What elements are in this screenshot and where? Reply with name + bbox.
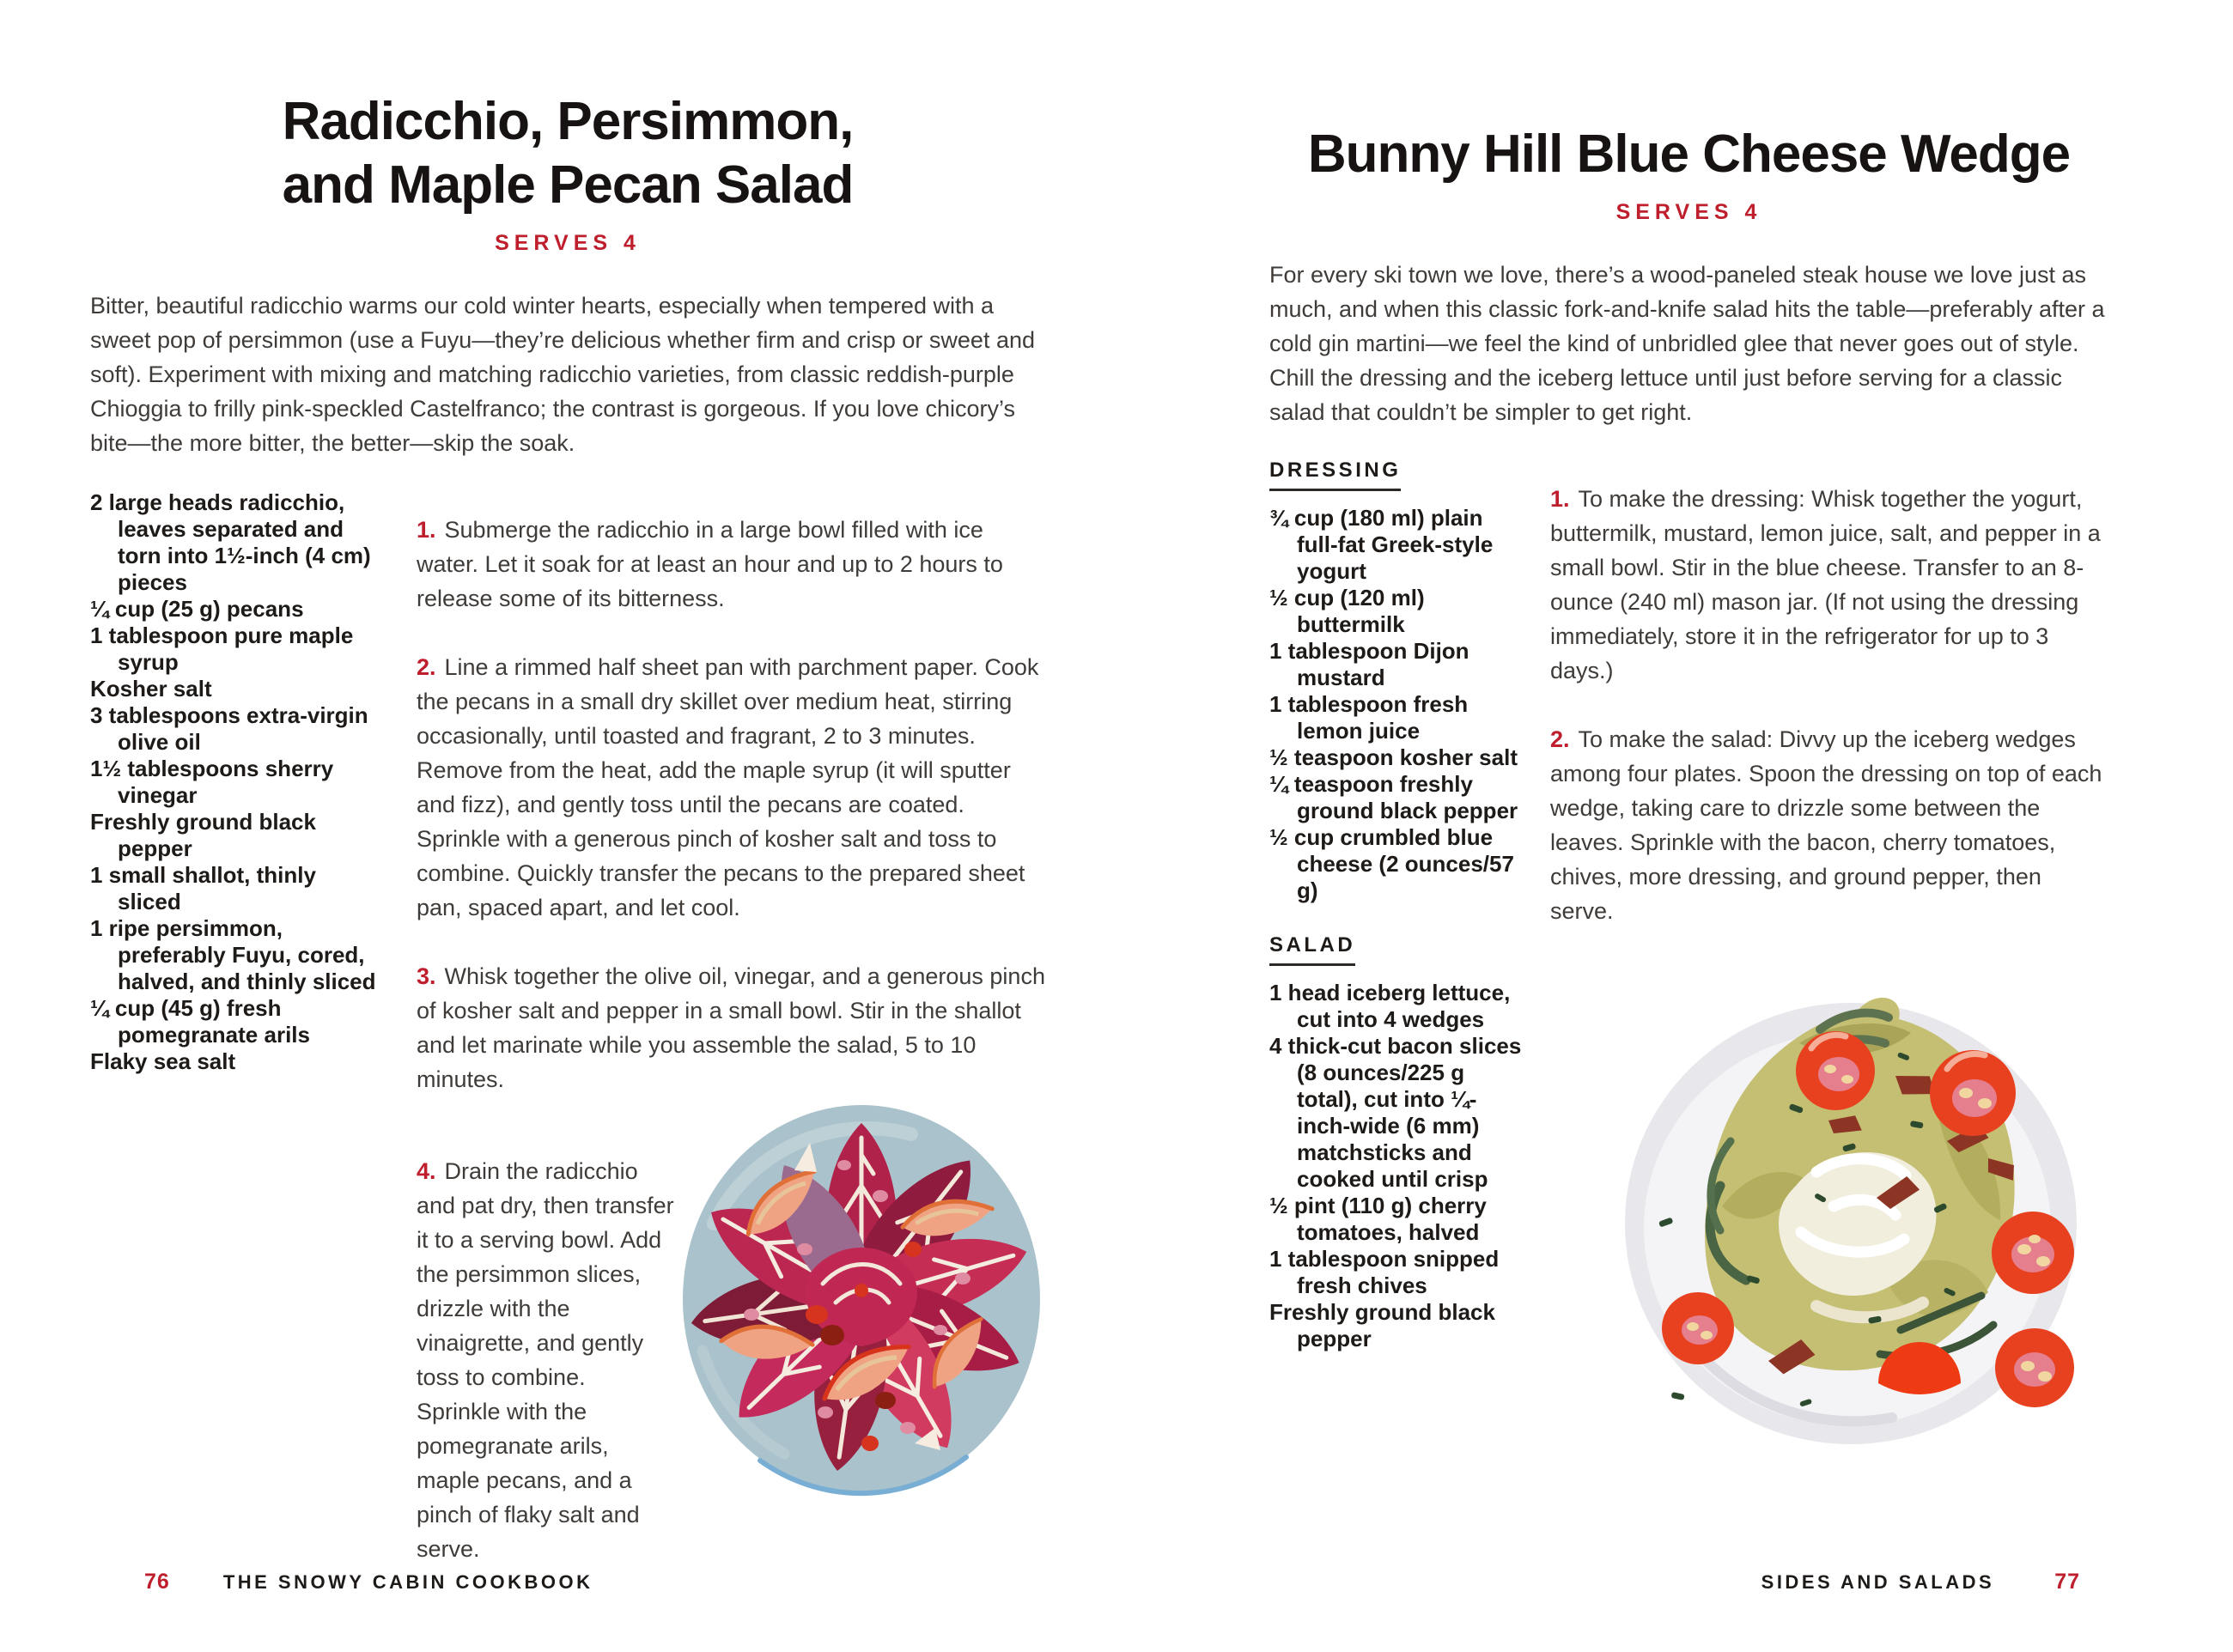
step-item — [417, 513, 1045, 616]
ingredient-item: 1 head iceberg lettuce, cut into 4 wedges — [1269, 980, 1511, 1032]
ingredient-item: 1 small shallot, thinly sliced — [90, 862, 316, 914]
section-heading: DRESSING — [1269, 459, 1401, 491]
ingredient-item: ¼ teaspoon freshly ground black pepper — [1269, 771, 1518, 823]
ingredient-item: ½ cup (120 ml) buttermilk — [1269, 585, 1425, 637]
step-item — [1550, 482, 2108, 688]
page-number: 77 — [2054, 1570, 2080, 1594]
salad-section — [1269, 933, 1529, 1352]
ingredient-item: ¼ cup (25 g) pecans — [90, 596, 304, 622]
step-item — [417, 650, 1045, 925]
method-steps — [417, 489, 1045, 1600]
ingredient-item: ½ cup crumbled blue cheese (2 ounces/57 g) — [1269, 824, 1514, 903]
page-number: 76 — [144, 1570, 170, 1594]
serves-label: SERVES 4 — [495, 231, 641, 255]
step-and-illustration-row — [417, 1131, 1045, 1600]
left-page — [90, 90, 1045, 1600]
recipe-columns — [1269, 459, 2108, 1458]
step-item — [417, 959, 1045, 1096]
ingredient-item: 1 tablespoon snipped fresh chives — [1269, 1246, 1500, 1298]
ingredient-list — [90, 489, 378, 1600]
step-text: Whisk together the olive oil, vinegar, and a generous pinch of kosher salt and pepper in a small bowl. Stir in the shallot and let marinate while you assemble the salad, 5 to 10 minutes. — [417, 963, 1045, 1092]
left-page-footer — [144, 1570, 593, 1594]
method-steps — [1550, 459, 2108, 1458]
right-page — [1269, 90, 2108, 1458]
radicchio-salad-illustration — [679, 1091, 1043, 1498]
page-title-line-1: Radicchio, Persimmon, — [282, 92, 854, 151]
ingredient-item: ¾ cup (180 ml) plain full-fat Greek-style yogurt — [1269, 505, 1494, 584]
step-number: 1. — [1550, 486, 1570, 512]
page-title: Bunny Hill Blue Cheese Wedge — [1307, 125, 2071, 184]
intro-paragraph: Bitter, beautiful radicchio warms our cold winter hearts, especially when tempered with a sweet pop of persimmon (use a Fuyu—they’re delicious whether firm and crisp or sweet and soft). Experiment with mixing and matching radicchio varieties, from classic reddish-purple Chioggia to frilly pink-speckled Castelfranco; the contrast is gorgeous. If you love chicory’s bite—the more bitter, the better—skip the soak. — [90, 293, 1035, 456]
wedge-salad-illustration — [1617, 976, 2084, 1454]
ingredient-item: Flaky sea salt — [90, 1048, 236, 1074]
step-text: To make the salad: Divvy up the iceberg wedges among four plates. Spoon the dressing on top of each wedge, taking care to drizzle some between the leaves. Sprinkle with the bacon, cherry tomatoes, chives, more dressing, and ground pepper, then serve. — [1550, 726, 2102, 924]
ingredient-item: Kosher salt — [90, 676, 212, 701]
step-text: Drain the radicchio and pat dry, then transfer it to a serving bowl. Add the persimmon slices, drizzle with the vinaigrette, and gently toss to combine. Sprinkle with the pomegranate arils, maple pecans, and a pinch of flaky salt and serve. — [417, 1158, 674, 1562]
ingredient-item: 4 thick-cut bacon slices (8 ounces/225 g total), cut into ¼-inch-wide (6 mm) matchsticks and cooked until crisp — [1269, 1033, 1522, 1192]
step-number: 1. — [417, 517, 436, 543]
ingredient-item: 1½ tablespoons sherry vinegar — [90, 756, 334, 808]
ingredient-item: ½ pint (110 g) cherry tomatoes, halved — [1269, 1193, 1487, 1245]
ingredient-lists — [1269, 459, 1529, 1458]
ingredient-item: Freshly ground black pepper — [1269, 1299, 1495, 1351]
step-number: 2. — [1550, 726, 1570, 752]
serves-label: SERVES 4 — [1615, 200, 1762, 224]
ingredient-item: ¼ cup (45 g) fresh pomegranate arils — [90, 995, 310, 1048]
page-title-line-2: and Maple Pecan Salad — [282, 155, 854, 215]
step-number: 3. — [417, 963, 436, 989]
step-text: Line a rimmed half sheet pan with parchment paper. Cook the pecans in a small dry skillet over medium heat, stirring occasionally, until toasted and fragrant, 2 to 3 minutes. Remove from the heat, add the maple syrup (it will sputter and fizz), and gently toss until the pecans are coated. Sprinkle with a generous pinch of kosher salt and toss to combine. Quickly transfer the pecans to the prepared sheet pan, spaced apart, and let cool. — [417, 654, 1039, 920]
recipe-columns — [90, 489, 1045, 1600]
step-number: 2. — [417, 654, 436, 680]
step-text: To make the dressing: Whisk together the yogurt, buttermilk, mustard, lemon juice, salt, and pepper in a small bowl. Stir in the blue cheese. Transfer to an 8-ounce (240 ml) mason jar. (If not using the dressing immediately, store it in the refrigerator for up to 3 days.) — [1550, 486, 2101, 683]
ingredient-item: 1 ripe persimmon, preferably Fuyu, cored, halved, and thinly sliced — [90, 915, 376, 994]
ingredient-item: 1 tablespoon pure maple syrup — [90, 623, 354, 675]
right-page-footer — [1761, 1570, 2080, 1594]
intro-paragraph: For every ski town we love, there’s a wood-paneled steak house we love just as much, and when this classic fork-and-knife salad hits the table—preferably after a cold gin martini—we feel the kind of unbridled glee that never goes out of style. Chill the dressing and the iceberg lettuce until just before serving for a classic salad that couldn’t be simpler to get right. — [1269, 262, 2105, 425]
step-number: 4. — [417, 1158, 436, 1184]
page-title — [90, 90, 1045, 217]
ingredient-item: ½ teaspoon kosher salt — [1269, 744, 1518, 770]
ingredient-item: 1 tablespoon fresh lemon juice — [1269, 691, 1469, 744]
chapter-running-head: SIDES AND SALADS — [1761, 1571, 1995, 1593]
ingredient-item: 2 large heads radicchio, leaves separated and torn into 1½-inch (4 cm) pieces — [90, 489, 371, 595]
ingredient-item: 1 tablespoon Dijon mustard — [1269, 638, 1469, 690]
step-item — [417, 1154, 674, 1566]
section-heading: SALAD — [1269, 933, 1355, 966]
ingredient-item: Freshly ground black pepper — [90, 809, 316, 861]
step-text: Submerge the radicchio in a large bowl filled with ice water. Let it soak for at least an hour and up to 2 hours to release some of its bitterness. — [417, 517, 1003, 611]
dressing-section — [1269, 459, 1529, 904]
step-item — [1550, 722, 2108, 928]
ingredient-item: 3 tablespoons extra-virgin olive oil — [90, 702, 368, 755]
book-title-running-head: THE SNOWY CABIN COOKBOOK — [222, 1571, 593, 1593]
